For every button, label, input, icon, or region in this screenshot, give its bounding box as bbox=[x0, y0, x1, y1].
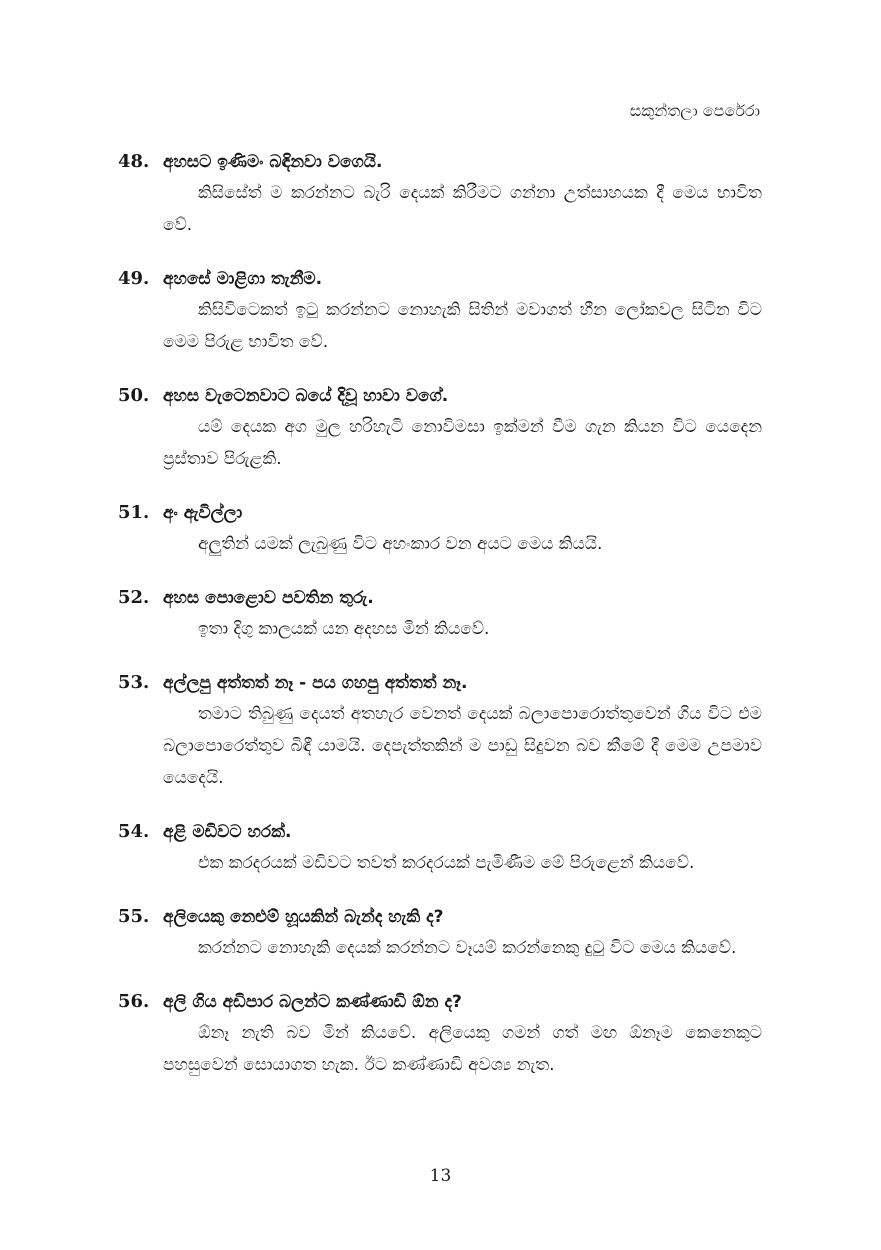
proverb-text: අහසේ මාළිගා තැනීම. bbox=[163, 269, 323, 289]
entry-number: 50. bbox=[118, 385, 150, 406]
proverb-text: අලියෙකු නෙළුම් හූයකින් බැන්ද හැකි ද? bbox=[163, 907, 444, 927]
proverb-text: අං ඇවිල්ලා bbox=[163, 503, 243, 523]
proverb-entry bbox=[118, 987, 762, 1081]
proverb-list bbox=[118, 147, 762, 1104]
proverb-entry bbox=[118, 381, 762, 475]
entry-number: 55. bbox=[118, 906, 150, 927]
proverb-text: අලි ගිය අඩිපාර බලන්ට කණ්ණාඩි ඕන ද? bbox=[163, 992, 462, 1012]
entry-number: 56. bbox=[118, 991, 150, 1012]
proverb-explanation: යම් දෙයක අග මුල හරිහැටි නොවිමසා ඉක්මන් වීම ගැන කියන විට යෙදෙන ප්‍රස්තාව පිරුළකි. bbox=[163, 417, 762, 469]
entry-heading bbox=[118, 583, 762, 613]
proverb-entry bbox=[118, 817, 762, 879]
proverb-text: අහසට ඉණිමං බඳිනවා වගෙයි. bbox=[163, 152, 383, 172]
proverb-entry bbox=[118, 668, 762, 794]
entry-heading bbox=[118, 817, 762, 847]
proverb-text: අල්ලපු අත්තත් නෑ - පය ගහපු අත්තත් නෑ. bbox=[163, 673, 468, 693]
proverb-explanation: කිසිසේත් ම කරන්නට බැරි දෙයක් කිරීමට ගන්නා උත්සාහයක දී මෙය භාවිත වේ. bbox=[163, 183, 762, 235]
proverb-entry bbox=[118, 498, 762, 560]
page-number: 13 bbox=[429, 1166, 452, 1186]
proverb-text: අහස වැටෙනවාට බයේ දිවූ හාවා වගේ. bbox=[163, 386, 449, 406]
entry-number: 49. bbox=[118, 268, 150, 289]
proverb-explanation: ඕනෑ නැති බව මින් කියවේ. අලියෙකු ගමන් ගත් මඟ ඕනෑම කෙනෙකුට පහසුවෙන් සොයාගත හැක. ඊට කණ්ණාඩි අවශ්‍ය නැත. bbox=[163, 1023, 762, 1075]
proverb-explanation: තමාට තිබුණු දෙයත් අතහැර වෙනත් දෙයක් බලාපොරොත්තුවෙන් ගිය විට එම බලාපොරෙත්තුව බිඳී යාමයි. දෙපැත්තකින් ම පාඩු සිදුවන බව කීමේ දී මෙම උපමාව යෙදෙයි. bbox=[163, 704, 762, 788]
proverb-explanation: අලුතින් යමක් ලැබුණු විට අහංකාර වන අයට මෙය කියයි. bbox=[198, 534, 603, 554]
entry-number: 52. bbox=[118, 587, 150, 608]
proverb-entry bbox=[118, 147, 762, 241]
proverb-text: අළි මඩිවට හරක්. bbox=[163, 822, 292, 842]
entry-heading bbox=[118, 498, 762, 528]
running-header-author: සකුන්තලා පෙරේරා bbox=[629, 101, 760, 120]
entry-heading bbox=[118, 668, 762, 698]
proverb-entry bbox=[118, 264, 762, 358]
entry-heading bbox=[118, 147, 762, 177]
proverb-explanation: කරන්නට නොහැකි දෙයක් කරන්නට වෑයම් කරන්නෙකු දුටු විට මෙය කියවේ. bbox=[198, 938, 737, 958]
proverb-text: අහස පොළොව පවතින තුරු. bbox=[163, 588, 374, 608]
proverb-explanation: කිසිවිටෙකත් ඉටු කරන්නට නොහැකි සිතින් මවාගත් හීන ලෝකවල සිටින විට මෙම පිරුළ භාවිත වේ. bbox=[163, 300, 762, 352]
proverb-explanation: ඉතා දිගු කාලයක් යන අදහස මින් කියවේ. bbox=[198, 619, 490, 639]
entry-number: 53. bbox=[118, 672, 150, 693]
entry-number: 48. bbox=[118, 151, 150, 172]
entry-heading bbox=[118, 987, 762, 1017]
proverb-entry bbox=[118, 902, 762, 964]
entry-number: 54. bbox=[118, 821, 150, 842]
entry-heading bbox=[118, 381, 762, 411]
proverb-explanation: එක කරදරයක් මඩිවට තවත් කරදරයක් පැමිණීම මේ පිරුළෙන් කියවේ. bbox=[198, 853, 695, 873]
entry-heading bbox=[118, 264, 762, 294]
proverb-entry bbox=[118, 583, 762, 645]
entry-number: 51. bbox=[118, 502, 150, 523]
entry-heading bbox=[118, 902, 762, 932]
